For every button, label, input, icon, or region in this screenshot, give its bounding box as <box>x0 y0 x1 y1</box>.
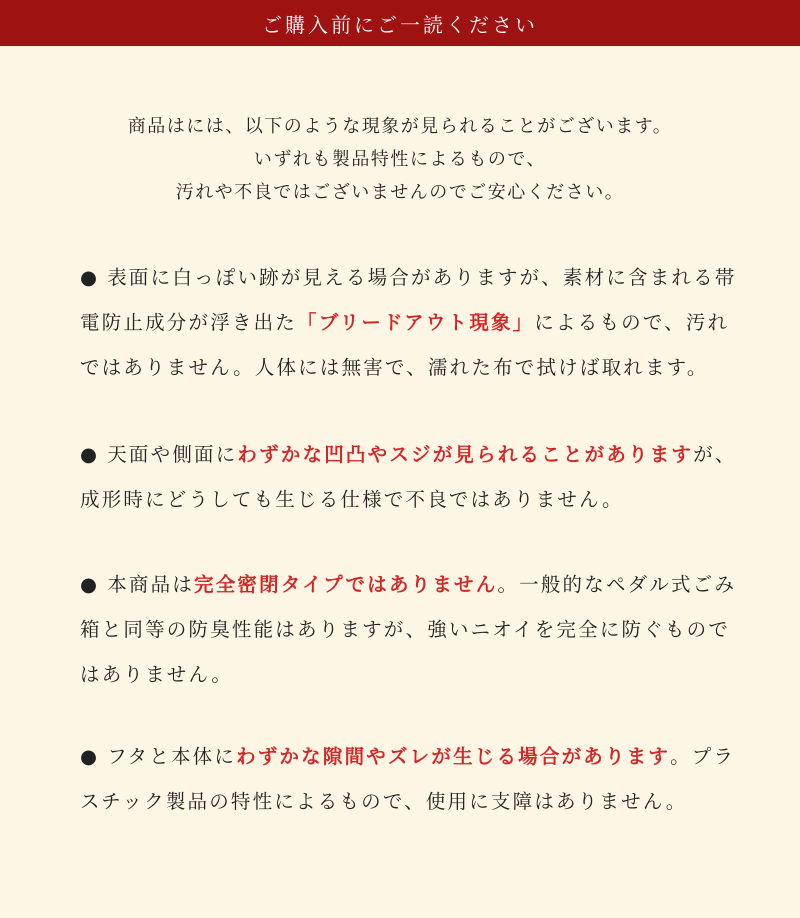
page-title: ご購入前にご一読ください <box>262 12 538 37</box>
intro-line: 商品はには、以下のような現象が見られることがございます。 <box>127 116 673 137</box>
bullet-icon: ● <box>80 573 100 596</box>
note-text: によるもので、汚れではありません。人体には無害で、濡れた布で拭けば取れます。 <box>80 311 730 379</box>
note-emphasis: 完全密閉タイプではありません <box>194 573 498 596</box>
note-item-surface-unevenness <box>80 432 742 522</box>
note-text: フタと本体に <box>107 745 237 768</box>
note-item-not-airtight <box>80 562 742 697</box>
note-text: 。一般的なペダル式ごみ箱と同等の防臭性能はありますが、強いニオイを完全に防ぐものではありません。 <box>80 573 737 686</box>
bullet-icon: ● <box>80 266 100 289</box>
bullet-icon: ● <box>80 443 100 466</box>
bullet-icon: ● <box>80 745 100 768</box>
notes-list <box>0 255 800 824</box>
note-text: が、成形時にどうしても生じる仕様で不良ではありません。 <box>80 443 737 511</box>
note-text: 。プラスチック製品の特性によるもので、使用に支障はありません。 <box>80 745 736 813</box>
note-emphasis: わずかな隙間やズレが生じる場合があります <box>236 745 671 768</box>
note-item-lid-gap <box>80 734 742 824</box>
intro-line: 汚れや不良ではございませんのでご安心ください。 <box>175 182 625 203</box>
note-emphasis: わずかな凹凸やスジが見られることがあります <box>237 443 694 466</box>
intro-text <box>0 110 800 209</box>
intro-line: いずれも製品特性によるもので、 <box>253 149 547 170</box>
note-item-bleed-out <box>80 255 742 390</box>
note-emphasis: 「ブリードアウト現象」 <box>297 311 535 334</box>
header-bar <box>0 0 800 46</box>
note-text: 表面に白っぽい跡が見える場合がありますが、素材に含まれる帯電防止成分が浮き出た <box>80 266 737 334</box>
note-text: 天面や側面に <box>107 443 238 466</box>
note-text: 本商品は <box>107 573 195 596</box>
